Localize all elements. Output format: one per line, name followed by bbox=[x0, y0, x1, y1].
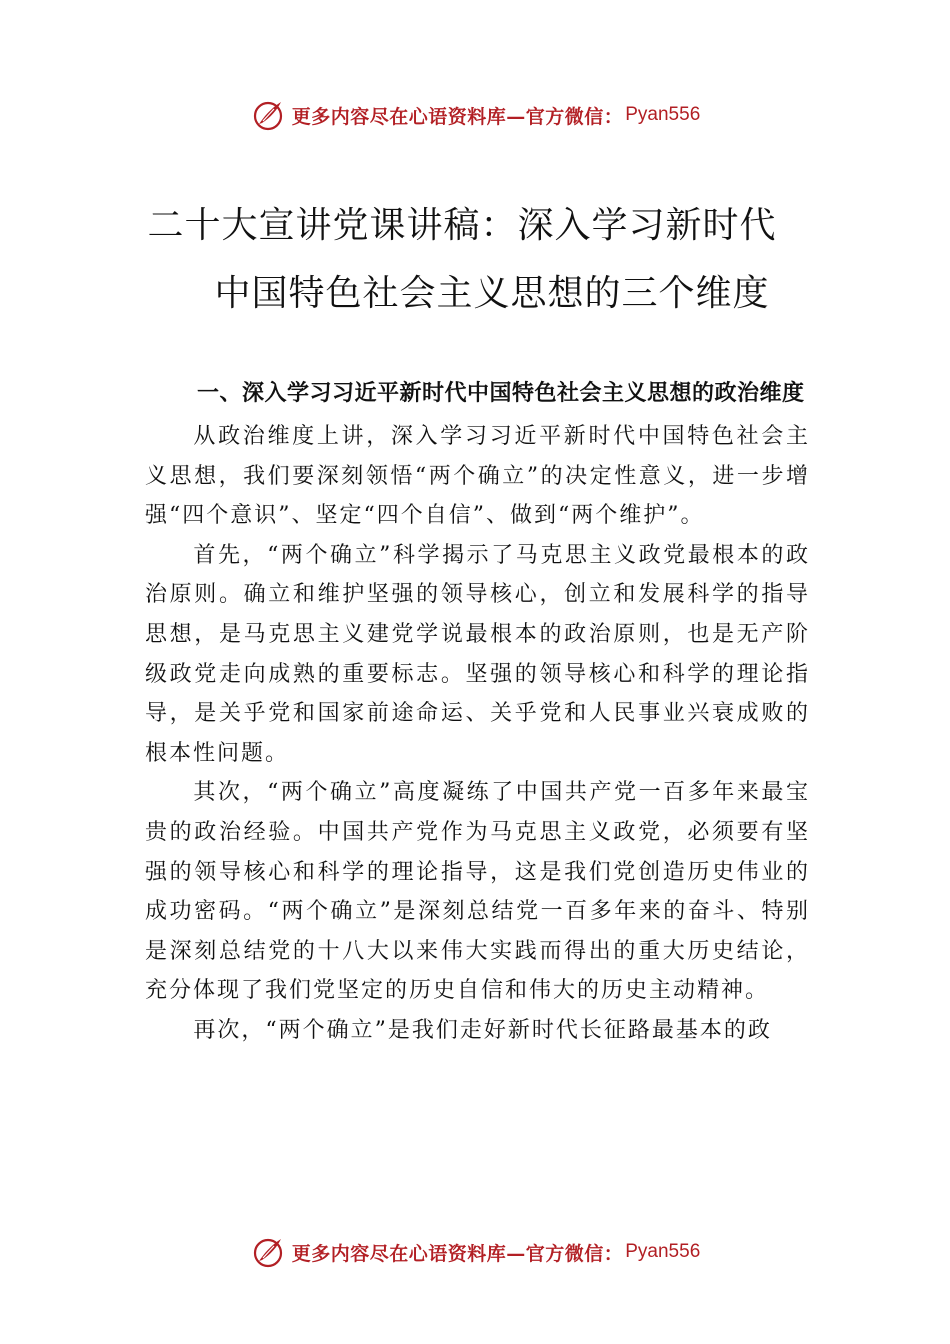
banner-wechat-id: Pyan556 bbox=[625, 1241, 701, 1262]
banner-text: 更多内容尽在心语资料库—官方微信： bbox=[291, 105, 624, 128]
section-heading: 一、深入学习习近平新时代中国特色社会主义思想的政治维度 bbox=[197, 381, 805, 406]
document-title-line-1: 二十大宣讲党课讲稿：深入学习新时代 bbox=[147, 205, 777, 246]
banner-wechat-id: Pyan556 bbox=[625, 104, 701, 125]
body-paragraph: 其次，“两个确立”高度凝练了中国共产党一百多年来最宝贵的政治经验。中国共产党作为马克思主义政党，必须要有坚强的领导核心和科学的理论指导，这是我们党创造历史伟业的成功密码。“两个确立”是深刻总结党一百多年来的奋斗、特别是深刻总结党的十八大以来伟大实践而得出的重大历史结论，充分体现了我们党坚定的历史自信和伟大的历史主动精神。 bbox=[145, 780, 810, 1004]
quill-logo-icon bbox=[250, 1234, 286, 1270]
document-body bbox=[145, 375, 810, 1051]
body-paragraph: 再次，“两个确立”是我们走好新时代长征路最基本的政 bbox=[193, 1017, 772, 1043]
banner-text: 更多内容尽在心语资料库—官方微信： bbox=[291, 1242, 624, 1265]
footer-banner bbox=[0, 1232, 950, 1272]
header-banner bbox=[0, 95, 950, 135]
document-title-line-2: 中国特色社会主义思想的三个维度 bbox=[214, 273, 770, 314]
body-paragraph: 从政治维度上讲，深入学习习近平新时代中国特色社会主义思想，我们要深刻领悟“两个确立”的决定性意义，进一步增强“四个意识”、坚定“四个自信”、做到“两个维护”。 bbox=[145, 424, 810, 529]
body-paragraph: 首先，“两个确立”科学揭示了马克思主义政党最根本的政治原则。确立和维护坚强的领导核心，创立和发展科学的指导思想，是马克思主义建党学说最根本的政治原则，也是无产阶级政党走向成熟的重要标志。坚强的领导核心和科学的理论指导，是关乎党和国家前途命运、关乎党和人民事业兴衰成败的根本性问题。 bbox=[145, 542, 810, 766]
quill-logo-icon bbox=[250, 97, 286, 133]
